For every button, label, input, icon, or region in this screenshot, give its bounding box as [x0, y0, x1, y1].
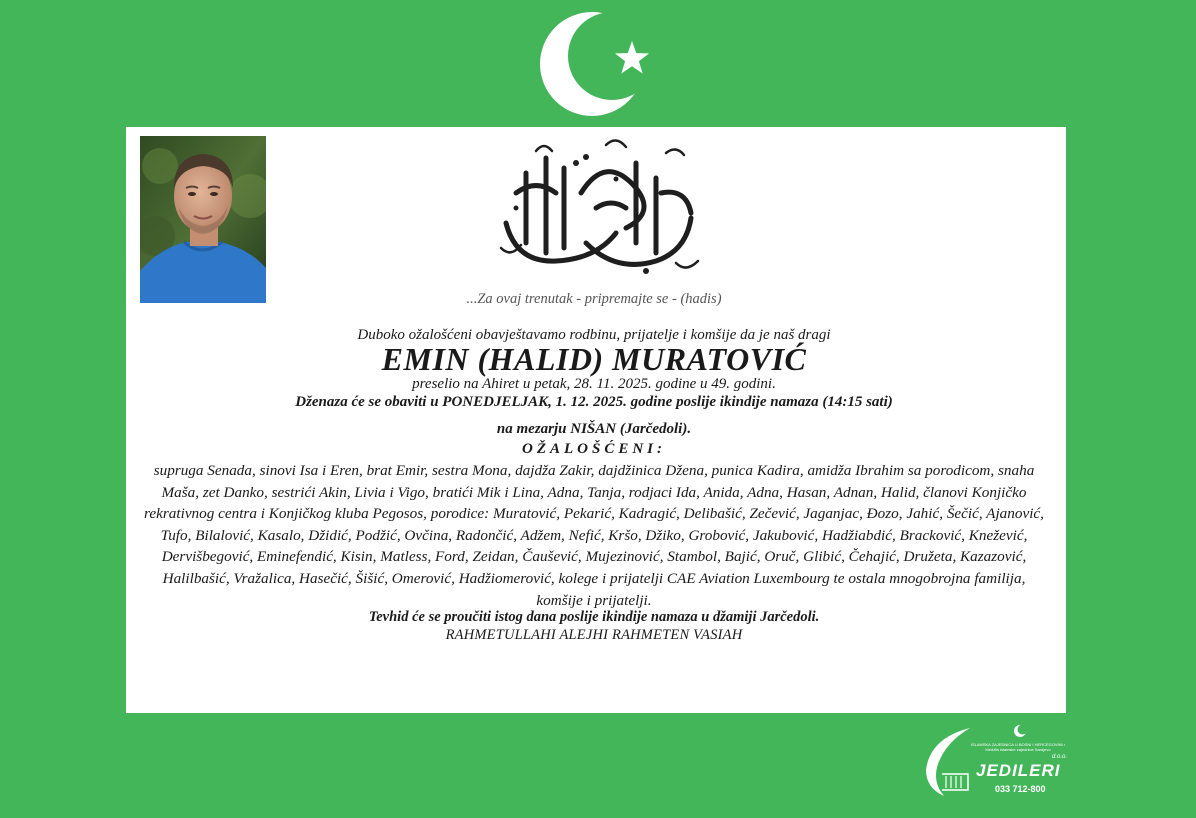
crescent-star-icon	[540, 10, 655, 118]
jedileri-logo	[920, 722, 1070, 802]
arabic-calligraphy-graphic	[486, 133, 706, 283]
intro-text: Duboko ožalošćeni obavještavamo rodbinu, prijatelje i komšije da je naš dragi	[357, 327, 831, 343]
deceased-name: EMIN (HALID) MURATOVIĆ	[381, 341, 807, 377]
mourners-heading: OŽALOŠĆENI:	[521, 441, 666, 457]
tevhid-text: Tevhid će se proučiti istog dana poslije ikindije namaza u džamiji Jarčedoli.	[368, 609, 820, 626]
logo-brand: JEDILERI	[976, 761, 1061, 780]
mourners-list: supruga Senada, sinovi Isa i Eren, brat Emir, sestra Mona, dajdža Zakir, dajdžinica Džena, punica Kadira, amidža Ibrahim sa porodicom, snaha Maša, zet Danko, sestrići Akin, Livia i Vigo, bratići Mik i Lina, Adna, Tanja, rodjaci Ida, Anida, Adna, Hasan, Adnan, Halid, članovi Konjičko rekrativnog centra i Konjičkog kluba Pegosos, porodice: Muratović, Pekarić, Kadragić, Delibašić, Zečević, Jaganjac, Đozo, Jahić, Šečić, Ajanović, Tufo, Bilalović, Kasalo, Džidić, Podžić, Ovčina, Radončić, Adžem, Nefić, Kršo, Džiko, Grobović, Jakubović, Hadžiabdić, Bracković, Knežević, Dervišbegović, Eminefendić, Kisin, Matless, Ford, Zeidan, Čaušević, Mujezinović, Stambol, Bajić, Oruč, Glibić, Čehajić, Družeta, Kazazović, Halilbašić, Vražalica, Hasečić, Šišić, Omerović, Hadžiomerović, kolege i prijatelji CAE Aviation Luxembourg te ostala mnogobrojna familija, komšije i prijatelji.	[144, 462, 1044, 609]
obituary-card	[126, 127, 1066, 713]
funeral-text: Dženaza će se obaviti u PONEDJELJAK, 1. 12. 2025. godine poslije ikindije namaza (14:15 sati)	[295, 394, 893, 410]
prayer-text: RAHMETULLAHI ALEJHI RAHMETEN VASIAH	[445, 627, 743, 644]
obituary-text	[126, 327, 1062, 644]
hadis-quote: ...Za ovaj trenutak - pripremajte se - (hadis)	[466, 291, 722, 307]
portrait-photo	[140, 136, 266, 303]
logo-phone: 033 712-800	[995, 784, 1046, 794]
logo-suffix: d.o.o.	[1052, 754, 1068, 760]
logo-subtitle: ISLAMSKA ZAJEDNICA U BOSNI I HERCEGOVINI • Medžlis islamske zajednice Sarajevo	[970, 742, 1066, 752]
cemetery-text: na mezarju NIŠAN (Jarčedoli).	[496, 421, 692, 437]
death-date-text: preselio na Ahiret u petak, 28. 11. 2025. godine u 49. godini.	[412, 376, 776, 392]
